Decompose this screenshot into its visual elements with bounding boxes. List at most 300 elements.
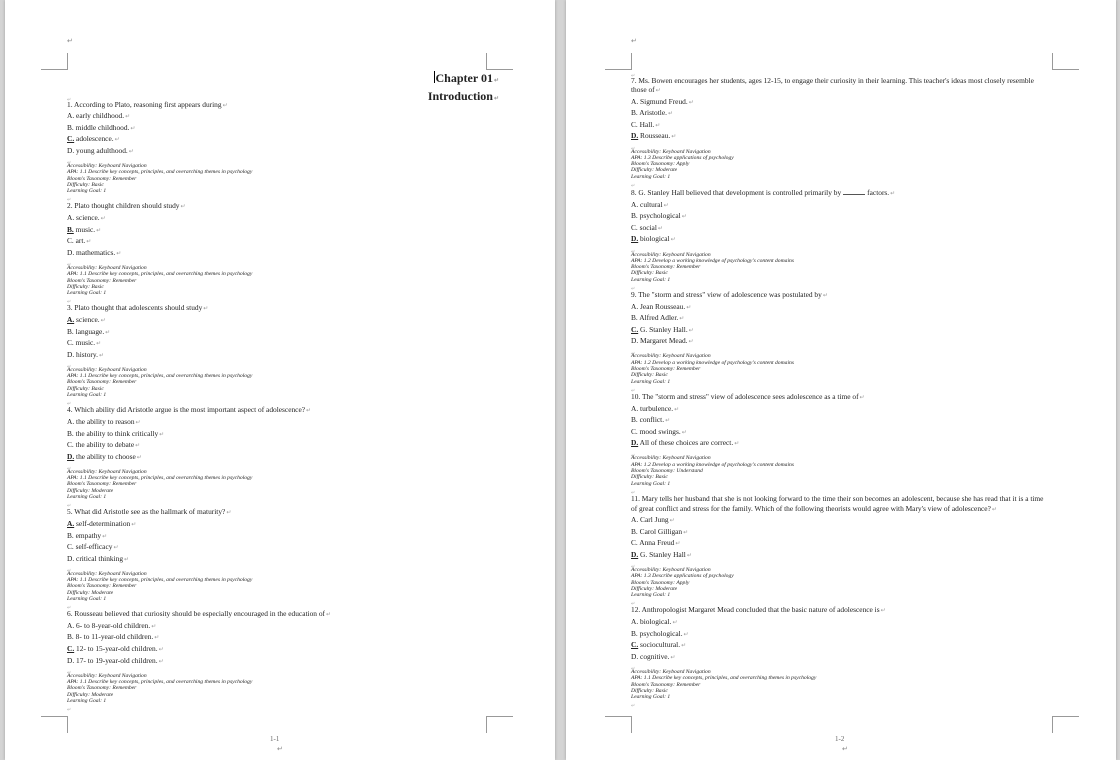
- answer-option: [67, 146, 507, 158]
- question-metadata: Bloom's Taxonomy: Remember: [631, 366, 701, 373]
- question-metadata: Learning Goal: 1: [631, 378, 671, 385]
- paragraph-mark-icon: ↵: [670, 237, 676, 244]
- answer-option: [631, 527, 1051, 539]
- option-letter: A.: [631, 617, 639, 627]
- question-text: 2. Plato thought children should study: [67, 201, 180, 211]
- question-stem: [631, 605, 1051, 617]
- question-stem: [631, 392, 1051, 404]
- paragraph-mark-icon: ↵: [222, 102, 228, 109]
- question-text: 3. Plato thought that adolescents should study: [67, 303, 203, 313]
- answer-option: [67, 248, 507, 260]
- option-text: the ability to think critically: [75, 428, 159, 438]
- option-letter: C.: [631, 640, 639, 650]
- option-text: the ability to debate: [75, 440, 135, 450]
- option-text: biological.: [640, 617, 672, 627]
- paragraph-mark-icon: ↵: [67, 37, 73, 45]
- option-text: 8- to 11-year-old children.: [75, 632, 154, 642]
- option-letter: D.: [631, 438, 639, 448]
- question-metadata: Learning Goal: 1: [631, 480, 671, 487]
- question-metadata: Bloom's Taxonomy: Remember: [67, 685, 137, 692]
- answer-option-correct: [67, 225, 507, 237]
- paragraph-mark-icon: ↵: [135, 419, 141, 426]
- question-metadata: Accessibility: Keyboard Navigation: [631, 455, 711, 462]
- answer-option: [631, 211, 1051, 223]
- question-metadata: Learning Goal: 1: [67, 188, 107, 195]
- paragraph-mark-icon: ↵: [203, 306, 209, 313]
- option-letter: D.: [67, 145, 75, 155]
- question-stem: [67, 100, 507, 112]
- answer-option: [67, 350, 507, 362]
- question-block: [631, 76, 1051, 186]
- crop-mark-top-left: [41, 53, 68, 70]
- paragraph-mark-icon: ↵: [158, 647, 164, 654]
- paragraph-mark-icon: ↵: [306, 408, 312, 415]
- paragraph-mark-icon: ↵: [86, 239, 92, 246]
- crop-mark-bottom-left: [605, 716, 632, 733]
- paragraph-mark-icon: ↵: [688, 339, 694, 346]
- answer-option-correct: [631, 131, 1051, 143]
- page-1-questions: [67, 94, 507, 711]
- option-letter: A.: [631, 515, 639, 525]
- answer-option: [67, 440, 507, 452]
- question-metadata: Accessibility: Keyboard Navigation: [631, 148, 711, 155]
- option-text: music.: [75, 338, 96, 348]
- question-metadata: Bloom's Taxonomy: Remember: [631, 264, 701, 271]
- paragraph-mark-icon: ↵: [100, 318, 106, 324]
- answer-option: [631, 415, 1051, 427]
- paragraph-mark-icon: ↵: [671, 134, 677, 141]
- question-metadata: Difficulty: Moderate: [67, 691, 114, 698]
- paragraph-mark-icon: ↵: [683, 631, 689, 638]
- paragraph-mark-icon: ↵: [135, 443, 141, 450]
- answer-option: [67, 111, 507, 123]
- question-metadata: Difficulty: Moderate: [67, 487, 114, 494]
- paragraph-mark-icon: ↵: [113, 545, 119, 552]
- option-letter: D.: [631, 549, 639, 559]
- paragraph-mark-icon: ↵: [151, 623, 157, 630]
- answer-option: [631, 515, 1051, 527]
- option-letter: C.: [67, 542, 74, 552]
- crop-mark-bottom-right: [486, 716, 513, 733]
- option-text: Margaret Mead.: [640, 336, 688, 346]
- crop-mark-bottom-right: [1052, 716, 1079, 733]
- crop-mark-bottom-left: [41, 716, 68, 733]
- option-text: the ability to reason: [76, 416, 135, 426]
- option-letter: B.: [631, 415, 638, 425]
- question-block: [631, 494, 1051, 604]
- answer-option-correct: [631, 325, 1051, 337]
- option-letter: C.: [67, 440, 74, 450]
- answer-option-correct: [631, 550, 1051, 562]
- question-metadata: Bloom's Taxonomy: Remember: [67, 481, 137, 488]
- paragraph-mark-icon: ↵: [130, 125, 136, 132]
- paragraph-mark-icon: ↵: [672, 620, 678, 627]
- option-letter: D.: [67, 553, 75, 563]
- option-letter: B.: [631, 108, 638, 118]
- paragraph-mark-icon: ↵: [842, 745, 848, 753]
- option-text: All of these choices are correct.: [639, 438, 734, 448]
- question-metadata: Difficulty: Basic: [631, 687, 668, 694]
- question-metadata: APA: 1.1 Describe key concepts, principles, and overarching themes in psychology: [67, 373, 253, 380]
- question-stem: [67, 609, 507, 621]
- question-metadata: Difficulty: Moderate: [631, 585, 678, 592]
- answer-option: [67, 213, 507, 225]
- option-letter: B.: [67, 224, 74, 234]
- question-text: 7. Ms. Bowen encourages her students, ages 12-15, to engage their curiosity in their learning. This teacher's ideas most closely resemble those of: [631, 75, 1034, 95]
- question-metadata: APA: 1.1 Describe key concepts, principles, and overarching themes in psychology: [67, 679, 253, 686]
- option-letter: C.: [67, 338, 74, 348]
- answer-option: [631, 404, 1051, 416]
- option-letter: A.: [67, 315, 75, 324]
- paragraph-mark-icon: ↵: [96, 227, 102, 234]
- option-text: Sigmund Freud.: [640, 96, 688, 106]
- question-text: 6. Rousseau believed that curiosity should be especially encouraged in the education of: [67, 609, 325, 619]
- question-text-end: factors.: [867, 188, 890, 198]
- question-metadata: Accessibility: Keyboard Navigation: [631, 566, 711, 573]
- answer-option: [631, 200, 1051, 212]
- option-letter: C.: [631, 538, 638, 548]
- option-letter: C.: [631, 119, 638, 129]
- paragraph-mark-icon: ↵: [655, 88, 661, 95]
- paragraph-mark-icon: ↵: [681, 214, 687, 221]
- question-metadata: APA: 1.2 Develop a working knowledge of psychology's content domains: [631, 257, 794, 264]
- option-letter: A.: [631, 199, 639, 209]
- question-stem: [631, 494, 1051, 515]
- option-letter: B.: [67, 122, 74, 132]
- question-metadata: APA: 1.2 Develop a working knowledge of psychology's content domains: [631, 359, 794, 366]
- paragraph-mark-icon: ↵: [100, 216, 106, 223]
- question-metadata: APA: 1.1 Describe key concepts, principles, and overarching themes in psychology: [631, 675, 817, 682]
- answer-option: [67, 531, 507, 543]
- option-text: self-determination: [76, 518, 131, 528]
- question-metadata: APA: 1.1 Describe key concepts, principles, and overarching themes in psychology: [67, 169, 253, 176]
- option-text: cultural: [640, 199, 663, 209]
- option-letter: C.: [631, 222, 638, 232]
- paragraph-mark-icon: ↵: [128, 148, 134, 155]
- paragraph-mark-icon: ↵: [667, 111, 673, 118]
- paragraph-mark-icon: ↵: [102, 533, 108, 540]
- question-metadata: Accessibility: Keyboard Navigation: [631, 251, 711, 258]
- question-metadata: Difficulty: Basic: [67, 385, 104, 392]
- chapter-number: Chapter 01: [435, 71, 493, 85]
- option-text: middle childhood.: [75, 122, 130, 132]
- option-text: social: [639, 222, 657, 232]
- option-text: mood swings.: [639, 426, 681, 436]
- answer-option: [631, 108, 1051, 120]
- question-metadata: Learning Goal: 1: [67, 697, 107, 704]
- answer-option: [631, 538, 1051, 550]
- option-letter: B.: [631, 313, 638, 323]
- option-text: empathy: [75, 530, 102, 540]
- option-text: science.: [76, 315, 100, 324]
- question-metadata: APA: 1.1 Describe key concepts, principles, and overarching themes in psychology: [67, 577, 253, 584]
- question-metadata: APA: 1.3 Describe applications of psychology: [631, 573, 734, 580]
- answer-option: [631, 617, 1051, 629]
- chapter-title: Introduction: [427, 89, 493, 103]
- paragraph-mark-icon: ↵: [105, 329, 111, 336]
- question-metadata: Bloom's Taxonomy: Understand: [631, 468, 703, 475]
- question-metadata: APA: 1.2 Develop a working knowledge of psychology's content domains: [631, 461, 794, 468]
- paragraph-mark-icon: ↵: [890, 191, 896, 198]
- paragraph-mark-icon: ↵: [131, 521, 137, 528]
- answer-option: [67, 621, 507, 633]
- paragraph-mark-icon: ↵: [655, 122, 661, 129]
- question-text: 11. Mary tells her husband that she is not looking forward to the time their son becomes an adolescent, because she has read that it is a time of great conflict and stress for the family. Which of the following theorists would agree with Mary's view of adolescence?: [631, 493, 1044, 513]
- option-text: the ability to choose: [76, 451, 136, 461]
- option-text: music.: [75, 224, 96, 234]
- option-letter: B.: [67, 632, 74, 642]
- question-metadata: APA: 1.1 Describe key concepts, principles, and overarching themes in psychology: [67, 475, 253, 482]
- answer-option: [631, 652, 1051, 664]
- question-block: [67, 303, 507, 403]
- answer-option-correct: [631, 234, 1051, 246]
- question-metadata: Difficulty: Basic: [631, 474, 668, 481]
- answer-option: [67, 632, 507, 644]
- question-metadata: Accessibility: Keyboard Navigation: [631, 668, 711, 675]
- option-text: G. Stanley Hall: [640, 549, 686, 559]
- chapter-heading: Chapter 01↵ Introduction↵: [427, 71, 499, 103]
- option-text: mathematics.: [76, 247, 116, 257]
- question-metadata: Learning Goal: 1: [67, 595, 107, 602]
- question-metadata: Accessibility: Keyboard Navigation: [631, 353, 711, 360]
- question-metadata: Learning Goal: 1: [67, 392, 107, 399]
- question-stem: [67, 405, 507, 417]
- crop-mark-top-right: [1052, 53, 1079, 70]
- question-text: 4. Which ability did Aristotle argue is the most important aspect of adolescence?: [67, 405, 306, 415]
- paragraph-mark-icon: ↵: [226, 510, 232, 517]
- page-number: 1-1: [270, 735, 280, 743]
- answer-option: [67, 338, 507, 350]
- option-text: 17- to 19-year-old children.: [76, 655, 158, 665]
- question-metadata: Learning Goal: 1: [67, 494, 107, 501]
- paragraph-mark-icon: ↵: [325, 612, 332, 619]
- option-text: sociocultural.: [640, 640, 681, 650]
- answer-option-correct: [67, 452, 507, 464]
- paragraph-mark-icon: ↵: [663, 202, 669, 209]
- question-metadata: APA: 1.1 Describe key concepts, principles, and overarching themes in psychology: [67, 271, 253, 278]
- answer-option: [631, 120, 1051, 132]
- answer-option: [67, 327, 507, 339]
- answer-option: [67, 429, 507, 441]
- paragraph-mark-icon: ↵: [665, 418, 671, 425]
- answer-option: [631, 629, 1051, 641]
- question-stem: [67, 201, 507, 213]
- question-text: 12. Anthropologist Margaret Mead concluded that the basic nature of adolescence is: [631, 605, 880, 615]
- question-metadata: APA: 1.3 Describe applications of psychology: [631, 154, 734, 161]
- paragraph-mark-icon: ↵: [991, 506, 997, 513]
- question-metadata: Accessibility: Keyboard Navigation: [67, 672, 147, 679]
- question-text: 8. G. Stanley Hall believed that development is controlled primarily by: [631, 188, 842, 198]
- option-letter: A.: [67, 518, 75, 528]
- answer-option: [67, 236, 507, 248]
- question-metadata: Bloom's Taxonomy: Apply: [631, 579, 690, 586]
- answer-option: [631, 302, 1051, 314]
- answer-option-correct: [631, 640, 1051, 652]
- answer-option-correct: [67, 315, 507, 327]
- question-metadata: Difficulty: Basic: [67, 181, 104, 188]
- paragraph-mark-icon: ↵: [136, 454, 142, 461]
- answer-option: [67, 123, 507, 135]
- answer-option: [631, 313, 1051, 325]
- option-text: biological: [640, 234, 670, 244]
- paragraph-mark-icon: ↵: [670, 654, 676, 661]
- question-metadata: Bloom's Taxonomy: Remember: [67, 175, 137, 182]
- option-text: turbulence.: [640, 403, 674, 413]
- paragraph-mark-icon: ↵: [114, 137, 120, 144]
- question-text: 5. What did Aristotle see as the hallmark of maturity?: [67, 507, 226, 517]
- answer-option: [631, 336, 1051, 348]
- question-block: [67, 100, 507, 200]
- text-cursor: [434, 71, 435, 83]
- question-block: [631, 290, 1051, 390]
- page-number: 1-2: [835, 735, 845, 743]
- option-text: science.: [76, 213, 100, 223]
- option-letter: B.: [631, 526, 638, 536]
- option-text: 6- to 8-year-old children.: [76, 620, 151, 630]
- option-letter: D.: [67, 451, 75, 461]
- question-metadata: Learning Goal: 1: [631, 592, 671, 599]
- paragraph-mark-icon: ↵: [116, 250, 122, 257]
- document-page-1[interactable]: [5, 0, 555, 760]
- option-text: Rousseau.: [640, 131, 671, 141]
- option-letter: D.: [631, 131, 639, 141]
- paragraph-mark-icon: ↵: [681, 643, 687, 650]
- paragraph-mark-icon: ↵: [681, 429, 687, 436]
- option-text: history.: [76, 349, 98, 359]
- option-text: psychological: [639, 211, 681, 221]
- option-letter: C.: [67, 644, 75, 654]
- option-text: Anna Freud: [639, 538, 675, 548]
- option-letter: A.: [67, 620, 75, 630]
- question-metadata: Bloom's Taxonomy: Remember: [67, 379, 137, 386]
- question-metadata: Accessibility: Keyboard Navigation: [67, 570, 147, 577]
- question-metadata: Bloom's Taxonomy: Remember: [631, 681, 701, 688]
- question-block: [631, 187, 1051, 288]
- option-letter: C.: [631, 324, 639, 334]
- paragraph-mark-icon: ↵: [154, 635, 160, 642]
- option-letter: C.: [631, 426, 638, 436]
- answer-option: [67, 542, 507, 554]
- option-text: language.: [75, 326, 105, 336]
- paragraph-mark-icon: ↵: [734, 441, 740, 448]
- paragraph-mark-icon: ↵: [686, 304, 692, 311]
- option-text: G. Stanley Hall.: [640, 324, 688, 334]
- paragraph-mark-icon: ↵: [124, 556, 130, 563]
- option-letter: A.: [631, 301, 639, 311]
- question-metadata: Accessibility: Keyboard Navigation: [67, 468, 147, 475]
- question-text: 1. According to Plato, reasoning first appears during: [67, 99, 222, 109]
- document-page-2[interactable]: [566, 0, 1116, 760]
- option-text: young adulthood.: [76, 145, 128, 155]
- question-text: 10. The "storm and stress" view of adolescence sees adolescence as a time of: [631, 391, 859, 401]
- fill-in-blank: [843, 187, 865, 195]
- question-metadata: Bloom's Taxonomy: Remember: [67, 583, 137, 590]
- question-metadata: Difficulty: Moderate: [631, 167, 678, 174]
- answer-option-correct: [67, 644, 507, 656]
- question-block: [67, 507, 507, 607]
- question-metadata: Difficulty: Basic: [631, 270, 668, 277]
- paragraph-mark-icon: ↵: [159, 431, 165, 438]
- option-text: self-efficacy: [75, 542, 113, 552]
- question-metadata: Learning Goal: 1: [631, 276, 671, 283]
- option-text: psychological.: [639, 628, 683, 638]
- question-text: 9. The "storm and stress" view of adolescence was postulated by: [631, 290, 822, 299]
- answer-option: [631, 97, 1051, 109]
- option-letter: D.: [631, 651, 639, 661]
- question-stem: [631, 76, 1051, 97]
- paragraph-mark-icon: ↵: [125, 114, 131, 121]
- option-letter: B.: [67, 530, 74, 540]
- paragraph-mark-icon: ↵: [657, 225, 663, 232]
- question-block: [67, 405, 507, 505]
- question-block: [67, 201, 507, 301]
- paragraph-mark-icon: ↵: [277, 745, 283, 753]
- answer-option: [631, 223, 1051, 235]
- option-text: cognitive.: [640, 651, 670, 661]
- question-block: [631, 605, 1051, 705]
- question-metadata: Difficulty: Basic: [631, 372, 668, 379]
- answer-option-correct: [631, 438, 1051, 450]
- paragraph-mark-icon: ↵: [631, 37, 637, 45]
- option-text: Hall.: [639, 119, 655, 129]
- question-metadata: Difficulty: Basic: [67, 283, 104, 290]
- answer-option: [631, 427, 1051, 439]
- option-text: conflict.: [639, 415, 665, 425]
- question-metadata: Learning Goal: 1: [67, 290, 107, 297]
- option-letter: A.: [67, 213, 75, 223]
- option-letter: B.: [631, 211, 638, 221]
- crop-mark-top-left: [605, 53, 632, 70]
- question-block: [67, 609, 507, 709]
- question-metadata: Accessibility: Keyboard Navigation: [67, 366, 147, 373]
- option-letter: A.: [67, 416, 75, 426]
- paragraph-mark-icon: ↵: [688, 327, 694, 334]
- question-stem: [67, 303, 507, 315]
- option-letter: B.: [631, 628, 638, 638]
- paragraph-mark-icon: ↵: [683, 529, 689, 536]
- answer-option: [67, 554, 507, 566]
- question-metadata: Accessibility: Keyboard Navigation: [67, 264, 147, 271]
- question-metadata: Bloom's Taxonomy: Remember: [67, 277, 137, 284]
- option-text: Alfred Adler.: [639, 313, 679, 323]
- question-stem: [67, 507, 507, 519]
- paragraph-mark-icon: ↵: [674, 406, 680, 413]
- option-text: Aristotle.: [639, 108, 667, 118]
- question-metadata: Learning Goal: 1: [631, 173, 671, 180]
- answer-option: [67, 417, 507, 429]
- option-letter: B.: [67, 326, 74, 336]
- option-text: Jean Rousseau.: [640, 301, 686, 311]
- option-text: Carol Gilligan: [639, 526, 683, 536]
- question-stem: [631, 290, 1051, 302]
- option-letter: D.: [67, 247, 75, 257]
- paragraph-mark-icon: ↵: [880, 608, 886, 615]
- option-text: Carl Jung: [640, 515, 669, 525]
- option-letter: A.: [67, 111, 75, 121]
- question-stem: [631, 187, 1051, 200]
- paragraph-mark-icon: ↵: [96, 341, 102, 348]
- question-metadata: Learning Goal: 1: [631, 694, 671, 701]
- answer-option-correct: [67, 134, 507, 146]
- option-letter: B.: [67, 428, 74, 438]
- question-metadata: Difficulty: Moderate: [67, 589, 114, 596]
- paragraph-mark-icon: ↵: [675, 541, 681, 548]
- option-text: art.: [75, 236, 86, 246]
- option-letter: D.: [631, 234, 639, 244]
- paragraph-mark-icon: ↵: [859, 394, 865, 401]
- option-letter: A.: [631, 96, 639, 106]
- option-text: adolescence.: [76, 134, 114, 144]
